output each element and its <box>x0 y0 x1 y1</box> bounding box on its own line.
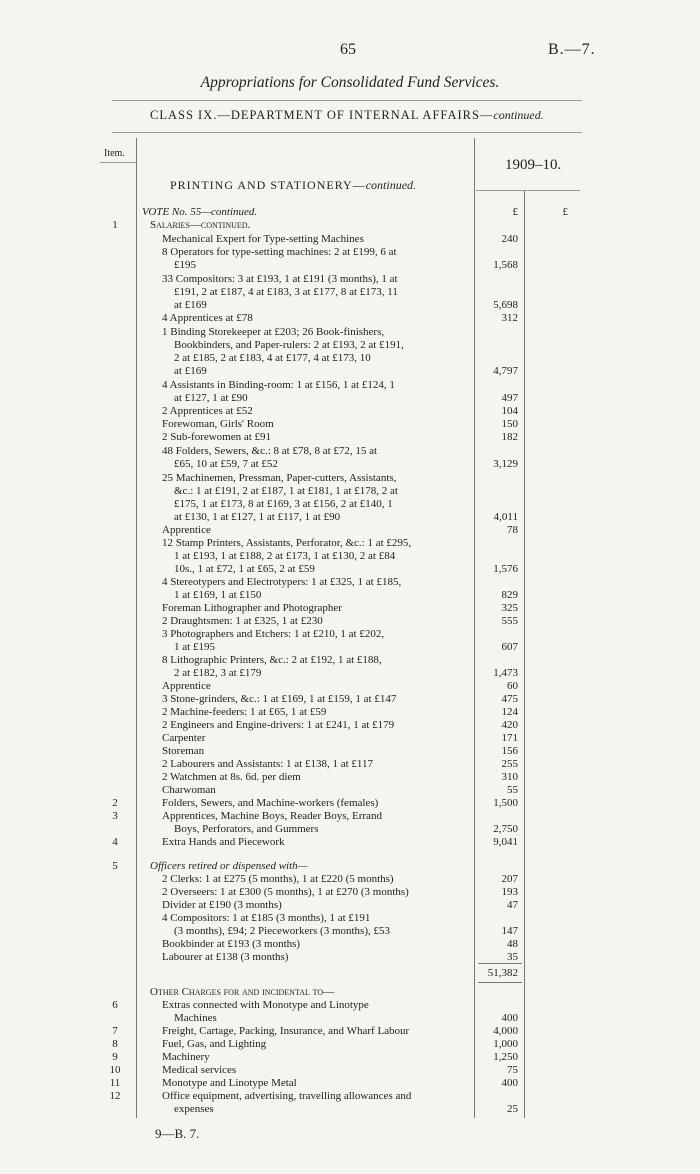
amount-value: 310 <box>501 771 518 783</box>
amount-value: 35 <box>507 951 518 963</box>
item-number: 9 <box>112 1051 118 1063</box>
amount-value: 60 <box>507 680 518 692</box>
table-row <box>0 836 700 850</box>
amount-value: 1,250 <box>493 1051 518 1063</box>
table-row <box>0 1038 700 1052</box>
row-description: Office equipment, advertising, travelling allowances and <box>162 1090 412 1102</box>
table-row <box>0 925 700 939</box>
amount-value: 124 <box>501 706 518 718</box>
item-number: 11 <box>109 1077 121 1089</box>
amount-value: 1,000 <box>493 1038 518 1050</box>
row-description: 2 Sub-forewomen at £91 <box>162 431 272 443</box>
table-row <box>0 732 700 746</box>
amount-value: 1,500 <box>493 797 518 809</box>
page-number: 65 <box>340 41 356 58</box>
row-description: £191, 2 at £187, 4 at £183, 3 at £177, 8 at £173, 11 <box>174 286 398 298</box>
amount-value: 5,698 <box>493 299 518 311</box>
document-code: B.—7. <box>548 41 596 58</box>
table-row <box>0 1090 700 1104</box>
subtotal-rule <box>478 963 522 964</box>
amount-value: 150 <box>501 418 518 430</box>
table-row <box>0 899 700 913</box>
row-description: Bookbinders, and Paper-rulers: 2 at £193, 2 at £191, <box>174 339 404 351</box>
table-row <box>0 667 700 681</box>
table-row <box>0 233 700 247</box>
row-description: 8 Operators for type-setting machines: 2 at £199, 6 at <box>162 246 397 258</box>
item-number: 8 <box>112 1038 118 1050</box>
table-row <box>0 365 700 379</box>
amount-value: 420 <box>501 719 518 731</box>
item-column-header: Item. <box>104 148 125 159</box>
row-description: expenses <box>174 1103 214 1115</box>
row-description: 4 Stereotypers and Electrotypers: 1 at £325, 1 at £185, <box>162 576 402 588</box>
row-description: 1 at £169, 1 at £150 <box>174 589 262 601</box>
table-row <box>0 339 700 353</box>
item-number: 3 <box>112 810 118 822</box>
table-row <box>0 823 700 837</box>
row-description: 25 Machinemen, Pressman, Paper-cutters, Assistants, <box>162 472 397 484</box>
table-row <box>0 693 700 707</box>
amount-value: 171 <box>501 732 518 744</box>
table-row <box>0 1064 700 1078</box>
table-row <box>0 797 700 811</box>
row-description: 33 Compositors: 3 at £193, 1 at £191 (3 months), 1 at <box>162 273 398 285</box>
row-description: Fuel, Gas, and Lighting <box>162 1038 267 1050</box>
row-description: at £127, 1 at £90 <box>174 392 248 404</box>
row-description: Apprentices, Machine Boys, Reader Boys, Errand <box>162 810 382 822</box>
amount-value: 400 <box>501 1012 518 1024</box>
row-description: Foreman Lithographer and Photographer <box>162 602 342 614</box>
table-row <box>0 273 700 287</box>
table-row <box>0 286 700 300</box>
row-description: 12 Stamp Printers, Assistants, Perforator, &c.: 1 at £295, <box>162 537 412 549</box>
row-description: 3 Stone-grinders, &c.: 1 at £169, 1 at £159, 1 at £147 <box>162 693 397 705</box>
row-description: Charwoman <box>162 784 216 796</box>
row-description: 2 at £182, 3 at £179 <box>174 667 262 679</box>
amount-value: 1,576 <box>493 563 518 575</box>
table-row <box>0 951 700 965</box>
table-row <box>0 999 700 1013</box>
table-row <box>0 654 700 668</box>
table-row <box>0 498 700 512</box>
table-row <box>0 758 700 772</box>
row-description: 2 Clerks: 1 at £275 (5 months), 1 at £220 (5 months) <box>162 873 394 885</box>
page-subtitle: Appropriations for Consolidated Fund Services. <box>200 74 500 91</box>
table-row <box>0 615 700 629</box>
amount-value: 55 <box>507 784 518 796</box>
row-description: Storeman <box>162 745 205 757</box>
row-description: 10s., 1 at £72, 1 at £65, 2 at £59 <box>174 563 315 575</box>
table-row <box>0 986 700 1000</box>
row-description: Boys, Perforators, and Gummers <box>174 823 319 835</box>
row-description: 2 Engineers and Engine-drivers: 1 at £241, 1 at £179 <box>162 719 395 731</box>
table-row <box>0 563 700 577</box>
item-number: 5 <box>112 860 118 872</box>
amount-value: 325 <box>501 602 518 614</box>
amount-value: 255 <box>501 758 518 770</box>
table-row <box>0 472 700 486</box>
table-row <box>0 326 700 340</box>
row-description: VOTE No. 55—continued. <box>142 206 258 218</box>
table-row <box>0 641 700 655</box>
divider <box>100 162 136 163</box>
section-title-text: PRINTING AND STATIONERY— <box>170 178 366 192</box>
amount-value: 207 <box>501 873 518 885</box>
item-number: 2 <box>112 797 118 809</box>
amount-value: 147 <box>501 925 518 937</box>
amount-value: 104 <box>501 405 518 417</box>
amount-value: 2,750 <box>493 823 518 835</box>
table-row <box>0 418 700 432</box>
table-row <box>0 576 700 590</box>
table-row <box>0 771 700 785</box>
row-description: 1 at £193, 1 at £188, 2 at £173, 1 at £130, 2 at £84 <box>174 550 396 562</box>
table-row <box>0 445 700 459</box>
row-description: 1 Binding Storekeeper at £203; 26 Book-finishers, <box>162 326 385 338</box>
table-row <box>0 299 700 313</box>
page-footer: 9—B. 7. <box>155 1126 200 1141</box>
table-row <box>0 392 700 406</box>
amount-value: 607 <box>501 641 518 653</box>
table-row <box>0 259 700 273</box>
table-row <box>0 312 700 326</box>
table-row <box>0 589 700 603</box>
row-description: Other Charges for and incidental to— <box>150 986 335 998</box>
row-description: Bookbinder at £193 (3 months) <box>162 938 301 950</box>
row-description: Machines <box>174 1012 217 1024</box>
amount-value: £ <box>512 206 518 218</box>
row-description: Extras connected with Monotype and Linotype <box>162 999 369 1011</box>
row-description: 4 Compositors: 1 at £185 (3 months), 1 at £191 <box>162 912 371 924</box>
table-row <box>0 938 700 952</box>
table-row <box>0 405 700 419</box>
row-description: £175, 1 at £173, 8 at £169, 3 at £156, 2 at £140, 1 <box>174 498 393 510</box>
divider <box>476 190 580 191</box>
amount-value: 240 <box>501 233 518 245</box>
amount-value: 48 <box>507 938 518 950</box>
section-title <box>170 178 416 193</box>
row-description: Freight, Cartage, Packing, Insurance, and Wharf Labour <box>162 1025 410 1037</box>
row-description: Machinery <box>162 1051 210 1063</box>
table-row <box>0 550 700 564</box>
table-row <box>0 485 700 499</box>
table-row <box>0 379 700 393</box>
table-row <box>0 219 700 233</box>
amount-value: 47 <box>507 899 518 911</box>
class-heading-text: CLASS IX.—DEPARTMENT OF INTERNAL AFFAIRS— <box>150 108 494 122</box>
year-column-header: 1909–10. <box>505 157 562 173</box>
row-description: Folders, Sewers, and Machine-workers (females) <box>162 797 379 809</box>
row-description: 2 Draughtsmen: 1 at £325, 1 at £230 <box>162 615 323 627</box>
table-row <box>0 1025 700 1039</box>
item-number: 4 <box>112 836 118 848</box>
class-heading-cont: continued. <box>493 108 544 122</box>
amount-value: 555 <box>501 615 518 627</box>
table-row <box>0 206 700 220</box>
row-description: &c.: 1 at £191, 2 at £187, 1 at £181, 1 at £178, 2 at <box>174 485 398 497</box>
table-row <box>0 745 700 759</box>
row-description: 2 Machine-feeders: 1 at £65, 1 at £59 <box>162 706 327 718</box>
row-description: £195 <box>174 259 196 271</box>
table-row <box>0 1103 700 1117</box>
item-number: 12 <box>109 1090 121 1102</box>
table-row <box>0 1012 700 1026</box>
amount-value: 312 <box>501 312 518 324</box>
row-description: Officers retired or dispensed with— <box>150 860 308 872</box>
amount-value: 1,473 <box>493 667 518 679</box>
amount-value: 1,568 <box>493 259 518 271</box>
table-row <box>0 628 700 642</box>
amount-value: 829 <box>501 589 518 601</box>
row-description: 48 Folders, Sewers, &c.: 8 at £78, 8 at £72, 15 at <box>162 445 378 457</box>
row-description: 2 Overseers: 1 at £300 (5 months), 1 at £270 (3 months) <box>162 886 409 898</box>
amount-value: 156 <box>501 745 518 757</box>
row-description: 3 Photographers and Etchers: 1 at £210, 1 at £202, <box>162 628 385 640</box>
amount-value: 4,797 <box>493 365 518 377</box>
table-row <box>0 458 700 472</box>
amount-value: 78 <box>507 524 518 536</box>
row-description: Labourer at £138 (3 months) <box>162 951 289 963</box>
table-row <box>0 860 700 874</box>
table-row <box>0 784 700 798</box>
row-description: Carpenter <box>162 732 206 744</box>
row-description: 2 Watchmen at 8s. 6d. per diem <box>162 771 301 783</box>
amount-value: 193 <box>501 886 518 898</box>
row-description: Extra Hands and Piecework <box>162 836 285 848</box>
table-row <box>0 352 700 366</box>
table-row <box>0 967 700 981</box>
row-description: 4 Apprentices at £78 <box>162 312 253 324</box>
total-value: £ <box>562 206 568 218</box>
table-row <box>0 912 700 926</box>
row-description: Divider at £190 (3 months) <box>162 899 282 911</box>
subtotal-rule <box>478 982 522 983</box>
amount-value: 497 <box>501 392 518 404</box>
row-description: £65, 10 at £59, 7 at £52 <box>174 458 278 470</box>
amount-value: 51,382 <box>487 967 518 979</box>
row-description: at £169 <box>174 365 207 377</box>
row-description: 8 Lithographic Printers, &c.: 2 at £192, 1 at £188, <box>162 654 382 666</box>
row-description: 2 at £185, 2 at £183, 4 at £177, 4 at £173, 10 <box>174 352 371 364</box>
table-row <box>0 706 700 720</box>
table-row <box>0 537 700 551</box>
class-heading <box>150 108 544 123</box>
amount-value: 3,129 <box>493 458 518 470</box>
row-description: Medical services <box>162 1064 237 1076</box>
table-row <box>0 1051 700 1065</box>
row-description: Apprentice <box>162 680 211 692</box>
amount-value: 4,011 <box>493 511 518 523</box>
row-description: at £130, 1 at £127, 1 at £117, 1 at £90 <box>174 511 341 523</box>
row-description: Monotype and Linotype Metal <box>162 1077 297 1089</box>
table-row <box>0 886 700 900</box>
table-row <box>0 810 700 824</box>
row-description: Salaries—continued. <box>150 219 251 231</box>
row-description: 2 Labourers and Assistants: 1 at £138, 1 at £117 <box>162 758 374 770</box>
row-description: Apprentice <box>162 524 211 536</box>
divider <box>112 100 582 101</box>
table-row <box>0 680 700 694</box>
table-row <box>0 246 700 260</box>
item-number: 1 <box>112 219 118 231</box>
row-description: Mechanical Expert for Type-setting Machines <box>162 233 364 245</box>
table-row <box>0 524 700 538</box>
amount-value: 75 <box>507 1064 518 1076</box>
amount-value: 475 <box>501 693 518 705</box>
amount-value: 9,041 <box>493 836 518 848</box>
table-row <box>0 719 700 733</box>
table-row <box>0 511 700 525</box>
row-description: 1 at £195 <box>174 641 215 653</box>
row-description: 4 Assistants in Binding-room: 1 at £156, 1 at £124, 1 <box>162 379 395 391</box>
row-description: (3 months), £94; 2 Pieceworkers (3 months), £53 <box>174 925 390 937</box>
item-number: 10 <box>109 1064 121 1076</box>
table-row <box>0 1077 700 1091</box>
amount-value: 25 <box>507 1103 518 1115</box>
section-title-cont: continued. <box>365 178 417 192</box>
amount-value: 4,000 <box>493 1025 518 1037</box>
item-number: 6 <box>112 999 118 1011</box>
row-description: 2 Apprentices at £52 <box>162 405 253 417</box>
table-row <box>0 873 700 887</box>
row-description: at £169 <box>174 299 207 311</box>
divider <box>112 132 582 133</box>
item-number: 7 <box>112 1025 118 1037</box>
row-description: Forewoman, Girls' Room <box>162 418 274 430</box>
amount-value: 400 <box>501 1077 518 1089</box>
table-row <box>0 602 700 616</box>
table-row <box>0 431 700 445</box>
amount-value: 182 <box>501 431 518 443</box>
